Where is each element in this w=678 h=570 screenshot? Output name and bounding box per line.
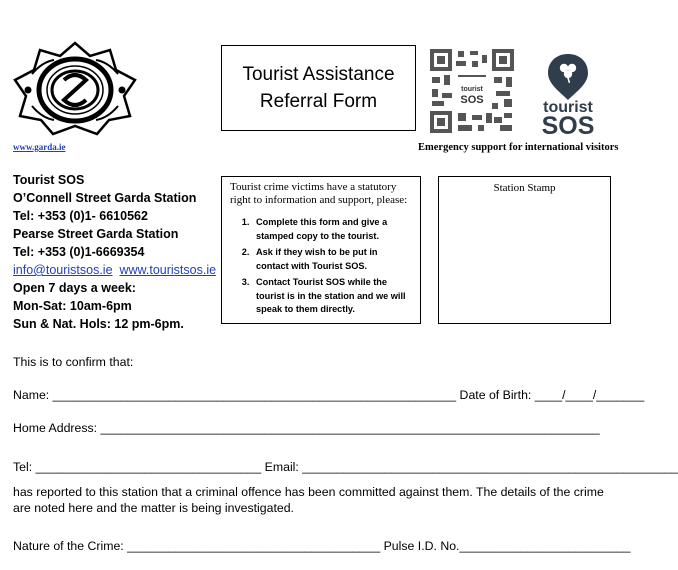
email-field[interactable]: _______________________________________________________ bbox=[302, 460, 678, 474]
dob-field[interactable]: ____/____/_______ bbox=[534, 388, 645, 402]
address-row bbox=[13, 421, 600, 435]
website-link[interactable]: www.touristsos.ie bbox=[119, 263, 217, 277]
pulse-field[interactable]: _________________________ bbox=[459, 539, 631, 553]
garda-crest-logo bbox=[12, 40, 138, 136]
org-name: Tourist SOS bbox=[13, 173, 85, 187]
address-label: Home Address: bbox=[13, 421, 101, 435]
station-stamp-label: Station Stamp bbox=[493, 182, 556, 194]
qr-label-bottom: SOS bbox=[460, 94, 484, 106]
name-label: Name: bbox=[13, 388, 53, 402]
name-row bbox=[13, 388, 644, 402]
station-stamp-box[interactable] bbox=[438, 176, 611, 324]
form-title-line2: Referral Form bbox=[259, 91, 378, 112]
qr-code bbox=[428, 47, 516, 135]
instructions-intro: Tourist crime victims have a statutory right to information and support, please: bbox=[230, 181, 408, 206]
tagline: Emergency support for international visitors bbox=[418, 142, 619, 153]
contact-block bbox=[13, 171, 216, 333]
qr-label-top: tourist bbox=[461, 86, 483, 93]
garda-website-link[interactable]: www.garda.ie bbox=[13, 142, 66, 152]
tel-email-row bbox=[13, 460, 678, 474]
instruction-step: 2. Ask if they wish to be put in contact with Tourist SOS. bbox=[252, 246, 412, 273]
tel-label: Tel: bbox=[13, 460, 36, 474]
instructions-list bbox=[230, 216, 412, 317]
name-field[interactable]: ___________________________________________________________ bbox=[52, 388, 457, 402]
instructions-box bbox=[221, 176, 421, 324]
instruction-step: 3. Contact Tourist SOS while the tourist is in the station and we will speak to them directly. bbox=[252, 276, 412, 317]
tourist-sos-logo bbox=[528, 52, 608, 140]
crime-label: Nature of the Crime: bbox=[13, 539, 128, 553]
reported-statement: has reported to this station that a criminal offence has been committed against them. The details of the crime are noted here and the matter is being investigated. bbox=[13, 485, 604, 515]
email-label: Email: bbox=[261, 460, 303, 474]
instruction-step: 1. Complete this form and give a stamped copy to the tourist. bbox=[252, 216, 412, 243]
form-title-line1: Tourist Assistance bbox=[242, 64, 395, 85]
hours-weekday: Mon-Sat: 10am-6pm bbox=[13, 299, 132, 313]
address-field[interactable]: _________________________________________________________________________ bbox=[100, 421, 600, 435]
station2-name: Pearse Street Garda Station bbox=[13, 227, 179, 241]
confirm-text: This is to confirm that: bbox=[13, 355, 134, 369]
links-row bbox=[13, 261, 216, 279]
crime-field[interactable]: _____________________________________ bbox=[127, 539, 381, 553]
dob-label: Date of Birth: bbox=[456, 388, 535, 402]
crime-pulse-row bbox=[13, 539, 630, 553]
hours-sunday: Sun & Nat. Hols: 12 pm-6pm. bbox=[13, 317, 184, 331]
hours-title: Open 7 days a week: bbox=[13, 281, 136, 295]
station1-name: O’Connell Street Garda Station bbox=[13, 191, 197, 205]
sos-logo-word-tourist: tourist bbox=[543, 99, 593, 116]
email-link[interactable]: info@touristsos.ie bbox=[13, 263, 113, 277]
station1-tel: Tel: +353 (0)1- 6610562 bbox=[13, 209, 148, 223]
sos-logo-word-sos: SOS bbox=[541, 112, 595, 140]
tel-field[interactable]: _________________________________ bbox=[35, 460, 262, 474]
form-title-box bbox=[221, 45, 416, 131]
pulse-label: Pulse I.D. No. bbox=[380, 539, 460, 553]
station2-tel: Tel: +353 (0)1-6669354 bbox=[13, 245, 145, 259]
